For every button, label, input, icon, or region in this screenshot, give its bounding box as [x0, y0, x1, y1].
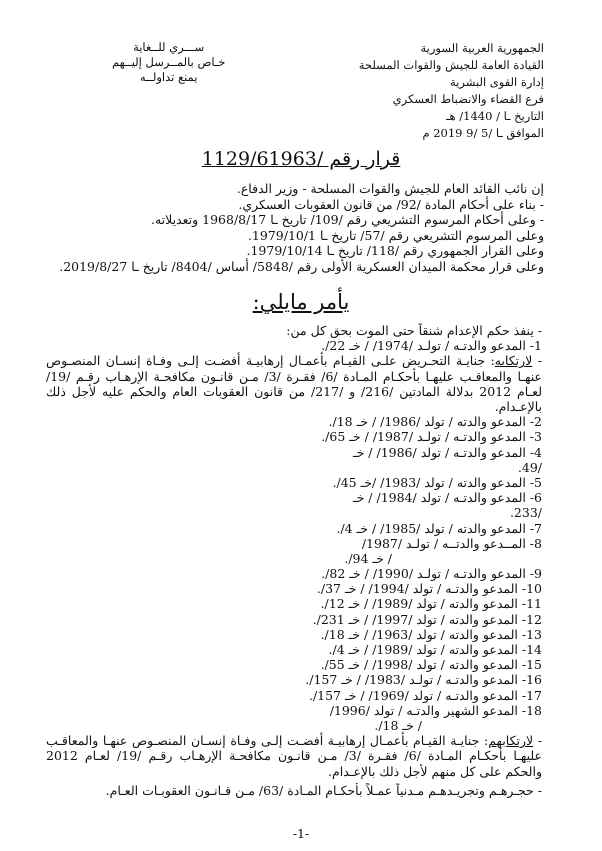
- person-entry: 1- المدعو والدتـه / تولـد /1974/ / خـ 22/.: [321, 338, 542, 354]
- decision-title-text: قرار رقم /1129/61963: [201, 148, 401, 170]
- person-entry: 11- المدعو والدته / تولد /1989/ / خـ 12/.: [320, 596, 542, 612]
- header-line: القيادة العامة للجيش والقوات المسلحة: [358, 58, 544, 72]
- charge-paragraph: - لارتكابه: جنايـة التحـريض علـى القيـام بأعمـال إرهابيـة أفضـت إلـى وفـاة إنسـان المنصـوص عنهـا والمعاقـب عليهـا بأحكـام المـادة /6/ فقـرة /3/ مـن قانـون مكافحـة الإرهـاب رقـم /19/ لعـام 2012 بدلالة المادتين /216/ و /217/ من قانون العقوبات العام والحكم عليه لأجل ذلك بالإعـدام.: [46, 353, 543, 414]
- person-entry: 13- المدعو والدته / تولد /1963/ / خـ 18/.: [320, 626, 542, 642]
- preamble-line: وعلى القرار الجمهوري رقم /118/ تاريخ ـا 1979/10/14.: [246, 243, 544, 258]
- charge-paragraph: - لارتكابهم: جنايـة القيـام بأعمـال إرهابيـة أفضـت إلـى وفـاة إنسـان المنصـوص عنهـا والمعاقـب عليهـا بأحكـام المـادة /6/ فقـرة /3/ مـن قانـون مكافحـة الإرهـاب رقـم /19/ لعـام 2012 والحكم على كل منهم لأجل ذلك بالإعـدام.: [46, 733, 542, 779]
- header-line: فرع القضاء والانضباط العسكري: [392, 92, 544, 106]
- charge-text: : جنايـة القيـام بأعمـال إرهابيـة أفضـت إلـى وفـاة إنسـان المنصـوص عنهـا والمعاقـب عليهـا بأحكـام المـادة /6/ فقـرة /3/ مـن قانـون مكافحـة الإرهـاب رقـم /19/ لعـام 2012 والحكم على كل منهم لأجل ذلك بالإعـدام.: [46, 733, 542, 779]
- person-entry: 8- المــدعو والدتــه / تولـد /1987/: [361, 535, 542, 551]
- classification-stamp: [112, 40, 225, 85]
- classification-line: خـاص بالمــرسل إليــهم: [112, 55, 226, 69]
- header-line: إدارة القوى البشرية: [450, 75, 544, 89]
- person-entry: 15- المدعو والدته / تولد /1998/ / خـ 55/.: [320, 657, 542, 673]
- person-entry-continuation: /49.: [517, 459, 542, 475]
- person-entry: 3- المدعو والدتـه / تولـد /1987/ / خـ 65/.: [321, 429, 542, 445]
- preamble-line: - بناء على أحكام المادة /92/ من قانون العقوبات العسكري.: [238, 196, 544, 212]
- order-heading: [0, 290, 602, 314]
- person-entry-continuation: /233.: [509, 505, 542, 521]
- classification-line: ســـري للــغاية: [133, 40, 205, 54]
- person-entry: 17- المدعو والدتـه / تولد /1969/ / خـ 157/.: [308, 687, 542, 703]
- person-entry: 9- المدعو والدتـه / تولـد /1990/ / خـ 82/.: [321, 566, 542, 582]
- header-date-hijri: التاريخ ـا / 1440/ هـ: [446, 109, 544, 123]
- person-entry: 4- المدعو والدتـه / تولد /1986/ / خـ: [352, 444, 542, 460]
- person-entry-continuation: / خـ 18/.: [374, 717, 422, 733]
- classification-line: يمنع تداولــه: [139, 70, 198, 84]
- preamble: [59, 181, 544, 274]
- preamble-line: وعلى المرسوم التشريعي رقم /57/ تاريخ ـا 1979/10/1.: [247, 227, 544, 243]
- person-entry: 16- المدعو والدتـه / تولـد /1983/ / خـ 157/.: [305, 672, 542, 688]
- person-entry: 10- المدعو والدتـه / تولد /1994/ / خـ 37/.: [316, 581, 542, 597]
- decision-title: [0, 148, 602, 170]
- charge-label: لارتكابه: [494, 353, 533, 369]
- person-entry-continuation: / خـ 94/.: [344, 550, 392, 566]
- preamble-line: وعلى قرار محكمة الميدان العسكرية الأولى رقم /5848/ أساس /8404/ تاريخ ـا 2019/8/27.: [59, 258, 544, 274]
- preamble-line: إن نائب القائد العام للجيش والقوات المسلحة - وزير الدفاع.: [236, 181, 544, 196]
- header-line: الجمهورية العربية السورية: [420, 41, 544, 55]
- header-date-gregorian: الموافق ـا /5 /9 2019 م: [422, 126, 544, 140]
- person-entry: 18- المدعو الشهير والدتـه / تولد /1996/: [329, 702, 542, 718]
- charge-label: لارتكابهم: [488, 733, 534, 749]
- order-heading-text: يأمر مايلي:: [252, 290, 350, 314]
- person-entry: 14- المدعو والدته / تولد /1989/ / خـ 4/.: [328, 642, 542, 657]
- person-entry: 7- المدعو والدته / تولد /1985/ / خـ 4/.: [336, 520, 542, 536]
- preamble-line: - وعلى أحكام المرسوم التشريعي رقم /109/ تاريخ ـا 1968/8/17 وتعديلاته.: [150, 212, 544, 227]
- intro-line: - ينفذ حكم الإعدام شنقاً حتى الموت بحق كل من:: [286, 323, 542, 338]
- person-entry: 12- المدعو والدته / تولد /1997/ / خـ 231/.: [312, 611, 542, 627]
- charge-text: : جنايـة التحـريض علـى القيـام بأعمـال إرهابيـة أفضـت إلـى وفـاة إنسـان المنصـوص عنهـا والمعاقـب عليهـا بأحكـام المـادة /6/ فقـرة /3/ مـن قانـون مكافحـة الإرهـاب رقـم /19/ لعـام 2012 بدلالة المادتين /216/ و /217/ من قانون العقوبات العام والحكم عليه لأجل ذلك بالإعـدام.: [46, 353, 543, 414]
- page-number: -1-: [292, 826, 310, 841]
- closing-line: - حجـرهـم وتجريـدهـم مـدنياً عمـلاً بأحكـام المـادة /63/ مـن قـانـون العقوبـات العـام.: [105, 782, 542, 798]
- person-entry: 2- المدعو والدته / تولد /1986/ / خـ 18/.: [328, 414, 542, 430]
- issuer-header: [359, 40, 544, 142]
- decision-body: [46, 323, 542, 798]
- person-entry: 6- المدعو والدتـه / تولد /1984/ / خـ: [352, 490, 542, 506]
- person-entry: 5- المدعو والدته / تولد /1983/ /خـ 45/.: [332, 474, 542, 490]
